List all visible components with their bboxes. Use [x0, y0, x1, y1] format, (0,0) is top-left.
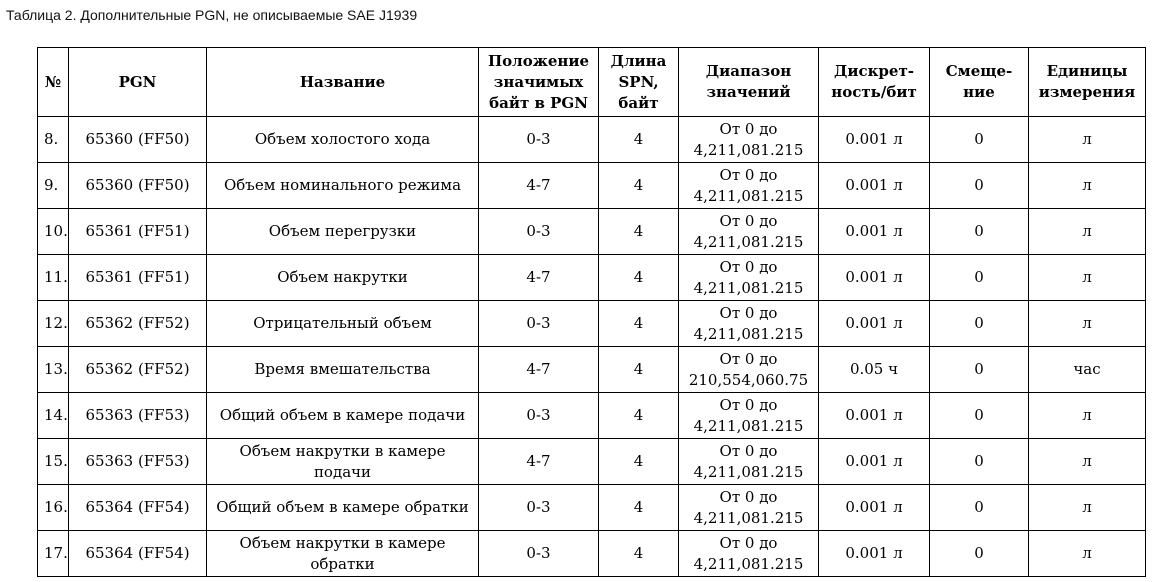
range-value: От 0 до 4,211,081.215 [693, 303, 804, 343]
cell-range [679, 209, 819, 255]
table-body [38, 117, 1146, 577]
cell-pgn: 65364 (FF54) [69, 485, 207, 531]
range-value: От 0 до 4,211,081.215 [693, 119, 804, 159]
cell-num: 16. [38, 485, 69, 531]
cell-length: 4 [599, 163, 679, 209]
cell-resolution: 0.05 ч [819, 347, 930, 393]
cell-length: 4 [599, 439, 679, 485]
table-row [38, 485, 1146, 531]
cell-resolution: 0.001 л [819, 163, 930, 209]
table-row [38, 209, 1146, 255]
table-row [38, 439, 1146, 485]
cell-range [679, 163, 819, 209]
cell-pgn: 65361 (FF51) [69, 255, 207, 301]
cell-pgn: 65360 (FF50) [69, 117, 207, 163]
cell-length: 4 [599, 117, 679, 163]
header-range: Диапазон значений [679, 48, 819, 117]
cell-resolution: 0.001 л [819, 209, 930, 255]
range-value: От 0 до 4,211,081.215 [693, 257, 804, 297]
cell-position: 4-7 [479, 439, 599, 485]
cell-pgn: 65364 (FF54) [69, 531, 207, 577]
cell-range [679, 531, 819, 577]
cell-position: 0-3 [479, 301, 599, 347]
cell-num: 12. [38, 301, 69, 347]
cell-range [679, 117, 819, 163]
cell-pgn: 65363 (FF53) [69, 393, 207, 439]
cell-name: Объем холостого хода [207, 117, 479, 163]
cell-offset: 0 [930, 439, 1029, 485]
header-length: Длина SPN, байт [599, 48, 679, 117]
cell-range [679, 301, 819, 347]
cell-name: Объем перегрузки [207, 209, 479, 255]
cell-range [679, 439, 819, 485]
cell-position: 0-3 [479, 531, 599, 577]
range-value: От 0 до 4,211,081.215 [693, 395, 804, 435]
cell-units: л [1029, 531, 1146, 577]
range-value: От 0 до 4,211,081.215 [693, 533, 804, 573]
cell-offset: 0 [930, 301, 1029, 347]
cell-name: Объем накрутки в камере подачи [207, 439, 479, 485]
cell-offset: 0 [930, 209, 1029, 255]
cell-num: 11. [38, 255, 69, 301]
cell-position: 4-7 [479, 163, 599, 209]
range-value: От 0 до 210,554,060.75 [688, 349, 809, 389]
cell-pgn: 65362 (FF52) [69, 347, 207, 393]
cell-units: л [1029, 439, 1146, 485]
cell-length: 4 [599, 255, 679, 301]
header-resolution: Дискрет-ность/бит [819, 48, 930, 117]
cell-pgn: 65363 (FF53) [69, 439, 207, 485]
cell-resolution: 0.001 л [819, 531, 930, 577]
cell-num: 17. [38, 531, 69, 577]
header-row [38, 48, 1146, 117]
cell-units: л [1029, 163, 1146, 209]
table-row [38, 531, 1146, 577]
table-row [38, 163, 1146, 209]
cell-name: Общий объем в камере подачи [207, 393, 479, 439]
cell-num: 9. [38, 163, 69, 209]
cell-name: Объем номинального режима [207, 163, 479, 209]
cell-units: л [1029, 209, 1146, 255]
cell-position: 0-3 [479, 485, 599, 531]
header-offset: Смеще-ние [930, 48, 1029, 117]
cell-offset: 0 [930, 485, 1029, 531]
cell-name: Время вмешательства [207, 347, 479, 393]
cell-length: 4 [599, 531, 679, 577]
table-row [38, 117, 1146, 163]
cell-num: 8. [38, 117, 69, 163]
header-units: Единицы измерения [1029, 48, 1146, 117]
cell-units: л [1029, 255, 1146, 301]
cell-resolution: 0.001 л [819, 255, 930, 301]
cell-num: 10. [38, 209, 69, 255]
cell-range [679, 485, 819, 531]
cell-offset: 0 [930, 117, 1029, 163]
range-value: От 0 до 4,211,081.215 [693, 211, 804, 251]
cell-pgn: 65361 (FF51) [69, 209, 207, 255]
cell-resolution: 0.001 л [819, 301, 930, 347]
range-value: От 0 до 4,211,081.215 [693, 165, 804, 205]
cell-length: 4 [599, 347, 679, 393]
cell-name: Отрицательный объем [207, 301, 479, 347]
cell-units: л [1029, 485, 1146, 531]
cell-position: 4-7 [479, 255, 599, 301]
cell-name: Объем накрутки в камере обратки [207, 531, 479, 577]
header-name: Название [207, 48, 479, 117]
cell-range [679, 347, 819, 393]
cell-range [679, 255, 819, 301]
table-caption: Таблица 2. Дополнительные PGN, не описываемые SAE J1939 [6, 7, 418, 23]
cell-range [679, 393, 819, 439]
cell-length: 4 [599, 301, 679, 347]
cell-num: 14. [38, 393, 69, 439]
header-pgn: PGN [69, 48, 207, 117]
cell-offset: 0 [930, 163, 1029, 209]
cell-offset: 0 [930, 393, 1029, 439]
cell-resolution: 0.001 л [819, 485, 930, 531]
cell-position: 4-7 [479, 347, 599, 393]
cell-num: 13. [38, 347, 69, 393]
table-row [38, 255, 1146, 301]
header-num: № [38, 48, 69, 117]
cell-position: 0-3 [479, 393, 599, 439]
cell-units: л [1029, 301, 1146, 347]
table-row [38, 347, 1146, 393]
cell-pgn: 65360 (FF50) [69, 163, 207, 209]
cell-resolution: 0.001 л [819, 439, 930, 485]
header-position: Положение значимых байт в PGN [479, 48, 599, 117]
cell-offset: 0 [930, 531, 1029, 577]
cell-position: 0-3 [479, 209, 599, 255]
cell-num: 15. [38, 439, 69, 485]
cell-pgn: 65362 (FF52) [69, 301, 207, 347]
range-value: От 0 до 4,211,081.215 [693, 487, 804, 527]
cell-resolution: 0.001 л [819, 117, 930, 163]
pgn-table [37, 47, 1146, 577]
cell-resolution: 0.001 л [819, 393, 930, 439]
cell-offset: 0 [930, 347, 1029, 393]
cell-length: 4 [599, 485, 679, 531]
cell-length: 4 [599, 209, 679, 255]
cell-offset: 0 [930, 255, 1029, 301]
cell-units: час [1029, 347, 1146, 393]
table-row [38, 393, 1146, 439]
cell-length: 4 [599, 393, 679, 439]
cell-position: 0-3 [479, 117, 599, 163]
table-row [38, 301, 1146, 347]
cell-name: Объем накрутки [207, 255, 479, 301]
range-value: От 0 до 4,211,081.215 [693, 441, 804, 481]
cell-units: л [1029, 117, 1146, 163]
cell-units: л [1029, 393, 1146, 439]
cell-name: Общий объем в камере обратки [207, 485, 479, 531]
